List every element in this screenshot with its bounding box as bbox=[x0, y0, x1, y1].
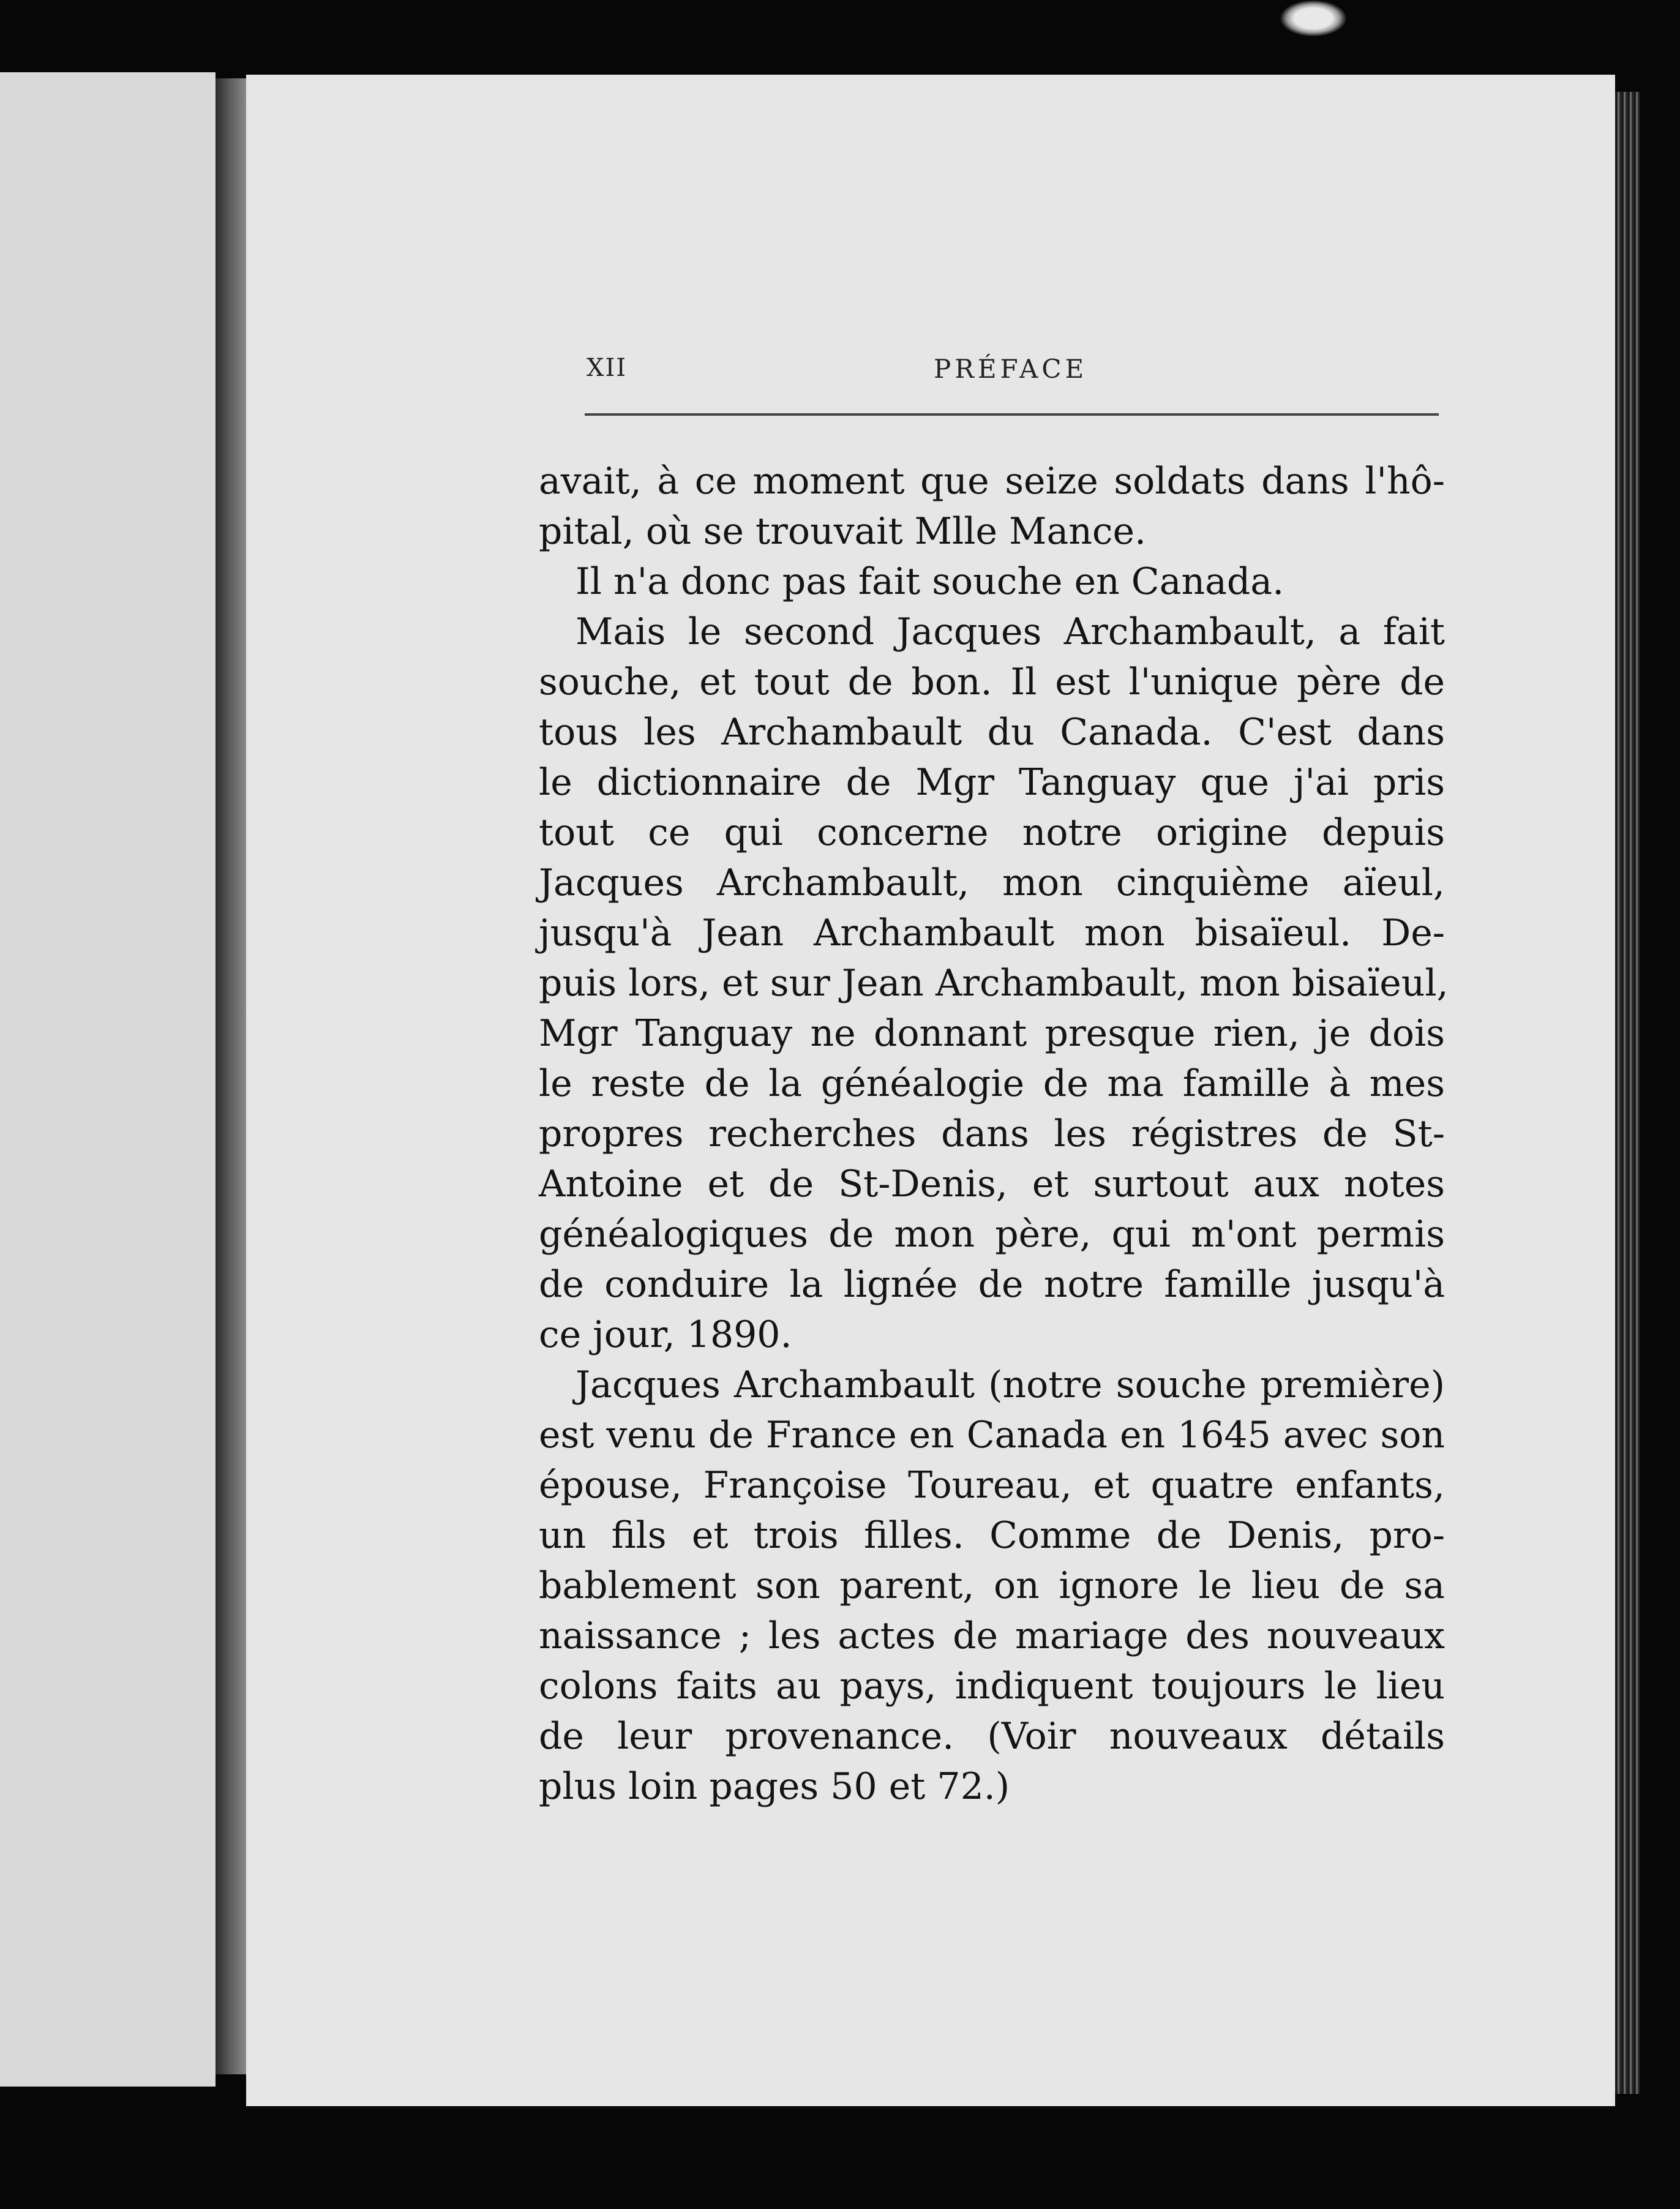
text-line: pital, où se trouvait Mlle Mance. bbox=[539, 510, 1147, 553]
header-rule bbox=[585, 413, 1439, 416]
running-title: PRÉFACE bbox=[934, 354, 1088, 384]
text-line: le dictionnaire de Mgr Tanguay que j'ai pris bbox=[539, 761, 1445, 804]
text-line: colons faits au pays, indiquent toujours le lieu bbox=[539, 1665, 1445, 1708]
text-line: souche, et tout de bon. Il est l'unique père de bbox=[539, 661, 1445, 703]
text-line: Jacques Archambault, mon cinquième aïeul, bbox=[539, 861, 1445, 904]
body-text bbox=[539, 456, 1449, 1812]
text-line: le reste de la généalogie de ma famille à mes bbox=[539, 1062, 1445, 1105]
text-line: plus loin pages 50 et 72.) bbox=[539, 1765, 1010, 1808]
text-line: ce jour, 1890. bbox=[539, 1313, 792, 1356]
text-line: Il n'a donc pas fait souche en Canada. bbox=[576, 560, 1284, 603]
text-line: est venu de France en Canada en 1645 avec son bbox=[539, 1414, 1445, 1457]
page-number: XII bbox=[587, 354, 628, 382]
text-line: Antoine et de St-Denis, et surtout aux notes bbox=[539, 1163, 1445, 1206]
text-line: Jacques Archambault (notre souche première) bbox=[576, 1363, 1445, 1406]
text-line: Mgr Tanguay ne donnant presque rien, je dois bbox=[539, 1012, 1445, 1055]
scan-artifact bbox=[1280, 0, 1347, 37]
text-line: généalogiques de mon père, qui m'ont permis bbox=[539, 1213, 1445, 1256]
book-gutter bbox=[216, 78, 246, 2074]
text-line: naissance ; les actes de mariage des nouveaux bbox=[539, 1615, 1445, 1657]
text-line: Mais le second Jacques Archambault, a fait bbox=[576, 610, 1445, 653]
facing-page bbox=[0, 72, 216, 2087]
text-line: épouse, Françoise Toureau, et quatre enfants, bbox=[539, 1464, 1445, 1507]
text-line: propres recherches dans les régistres de St- bbox=[539, 1112, 1445, 1155]
text-line: tous les Archambault du Canada. C'est dans bbox=[539, 711, 1445, 754]
text-line: avait, à ce moment que seize soldats dans l'hô- bbox=[539, 460, 1445, 503]
text-line: puis lors, et sur Jean Archambault, mon bisaïeul, bbox=[539, 962, 1449, 1005]
text-line: un fils et trois filles. Comme de Denis, pro- bbox=[539, 1514, 1445, 1557]
text-line: jusqu'à Jean Archambault mon bisaïeul. De- bbox=[539, 912, 1445, 954]
page-edges bbox=[1615, 92, 1640, 2094]
text-line: de leur provenance. (Voir nouveaux détails bbox=[539, 1715, 1445, 1758]
text-line: tout ce qui concerne notre origine depuis bbox=[539, 811, 1445, 854]
text-line: de conduire la lignée de notre famille jusqu'à bbox=[539, 1263, 1445, 1306]
text-line: bablement son parent, on ignore le lieu de sa bbox=[539, 1564, 1445, 1607]
